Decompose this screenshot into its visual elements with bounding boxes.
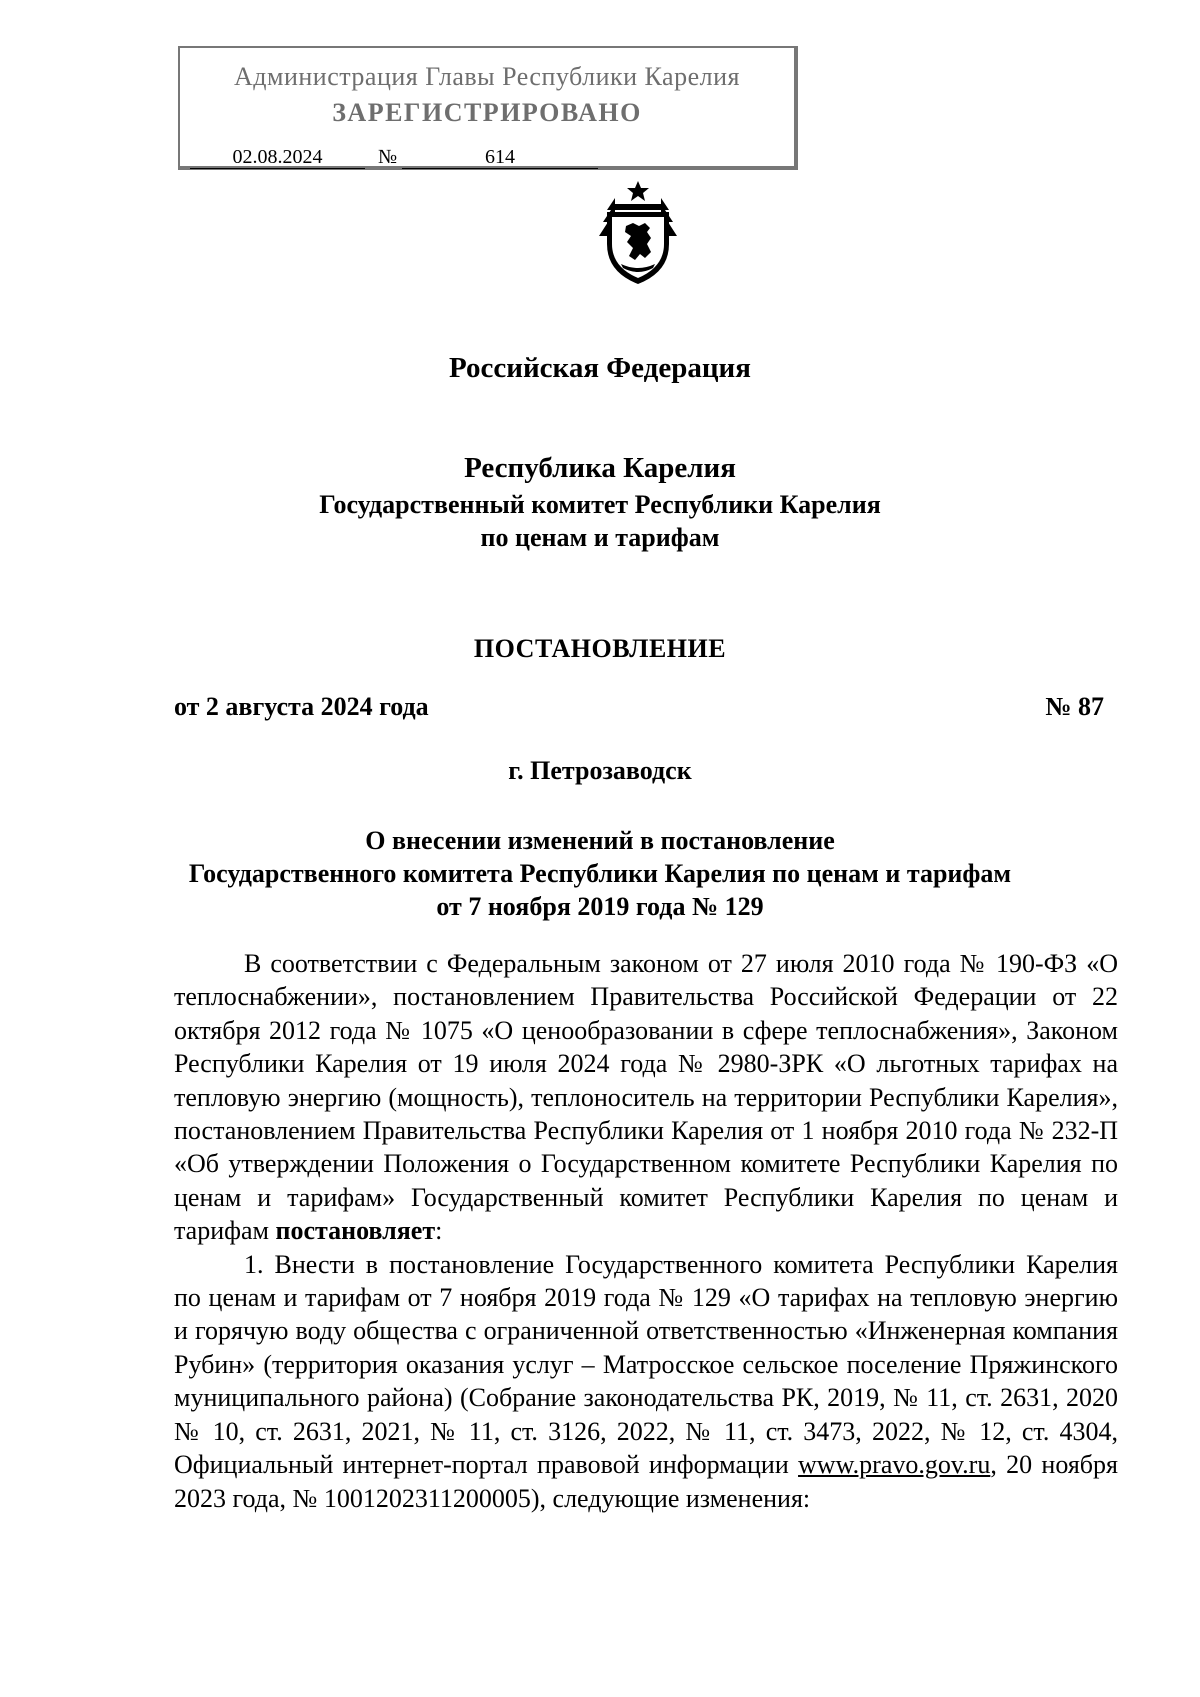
committee-heading-line1: Государственный комитет Республики Карелия — [319, 490, 881, 519]
stamp-date: 02.08.2024 — [190, 146, 365, 169]
decree-type-heading: ПОСТАНОВЛЕНИЕ — [473, 634, 727, 663]
clause-1-end: , 20 ноября 2023 года, № 1001202311200005), следующие изменения: — [174, 1450, 1118, 1513]
clause-1-text: 1. Внести в постановление Государственного комитета Республики Карелия по ценам и тарифам от 7 ноября 2019 года № 129 «О тарифах на тепловую энергию и горячую воду общества с ограниченной ответственностью «Инженерная компания Рубин» (территория оказания услуг – Матросское сельское поселение Пряжинского муниципального района) (Собрание законодательства РК, 2019, № 11, ст. 2631, 2020 № 10, ст. 2631, 2021, № 11, ст. 3126, 2022, № 11, ст. 3473, 2022, № 12, ст. 4304, Официальный интернет-портал правовой информации — [174, 1249, 1118, 1480]
federation-heading: Российская Федерация — [449, 352, 751, 384]
decree-city: г. Петрозаводск — [508, 756, 692, 785]
preamble-paragraph — [174, 947, 1118, 1248]
decree-number: № 87 — [1045, 692, 1104, 721]
decree-title-line2: Государственного комитета Республики Карелия по ценам и тарифам — [188, 859, 1012, 888]
decree-date: от 2 августа 2024 года — [174, 692, 429, 721]
preamble-text: В соответствии с Федеральным законом от 27 июля 2010 года № 190-ФЗ «О теплоснабжении», постановлением Правительства Российской Федерации от 22 октября 2012 года № 1075 «О ценообразовании в сфере теплоснабжения», Законом Республики Карелия от 19 июля 2024 года № 2980-ЗРК «О льготных тарифах на тепловую энергию (мощность), теплоноситель на территории Республики Карелия», постановлением Правительства Республики Карелия от 1 ноября 2010 года № 232-П «Об утверждении Положения о Государственном комитете Республики Карелия по ценам и тарифам» Государственный комитет Республики Карелия по ценам и тарифам — [174, 949, 1118, 1246]
stamp-authority: Администрация Главы Республики Карелия — [234, 62, 740, 91]
decree-body — [174, 947, 1118, 1515]
committee-heading-line2: по ценам и тарифам — [480, 523, 720, 552]
preamble-end: : — [435, 1216, 443, 1246]
decree-title-line1: О внесении изменений в постановление — [365, 826, 835, 855]
clause-1-paragraph — [174, 1248, 1118, 1515]
decree-date-row — [174, 692, 1104, 722]
decree-title-line3: от 7 ноября 2019 года № 129 — [436, 892, 764, 921]
republic-heading: Республика Карелия — [464, 452, 736, 484]
stamp-number-sign: № — [378, 146, 398, 168]
karelia-coat-of-arms-icon — [593, 180, 683, 286]
stamp-registered: ЗАРЕГИСТРИРОВАНО — [332, 98, 642, 127]
stamp-number: 614 — [402, 146, 598, 169]
pravo-portal-link[interactable]: www.pravo.gov.ru — [798, 1450, 991, 1480]
decree-verb: постановляет — [275, 1216, 436, 1246]
